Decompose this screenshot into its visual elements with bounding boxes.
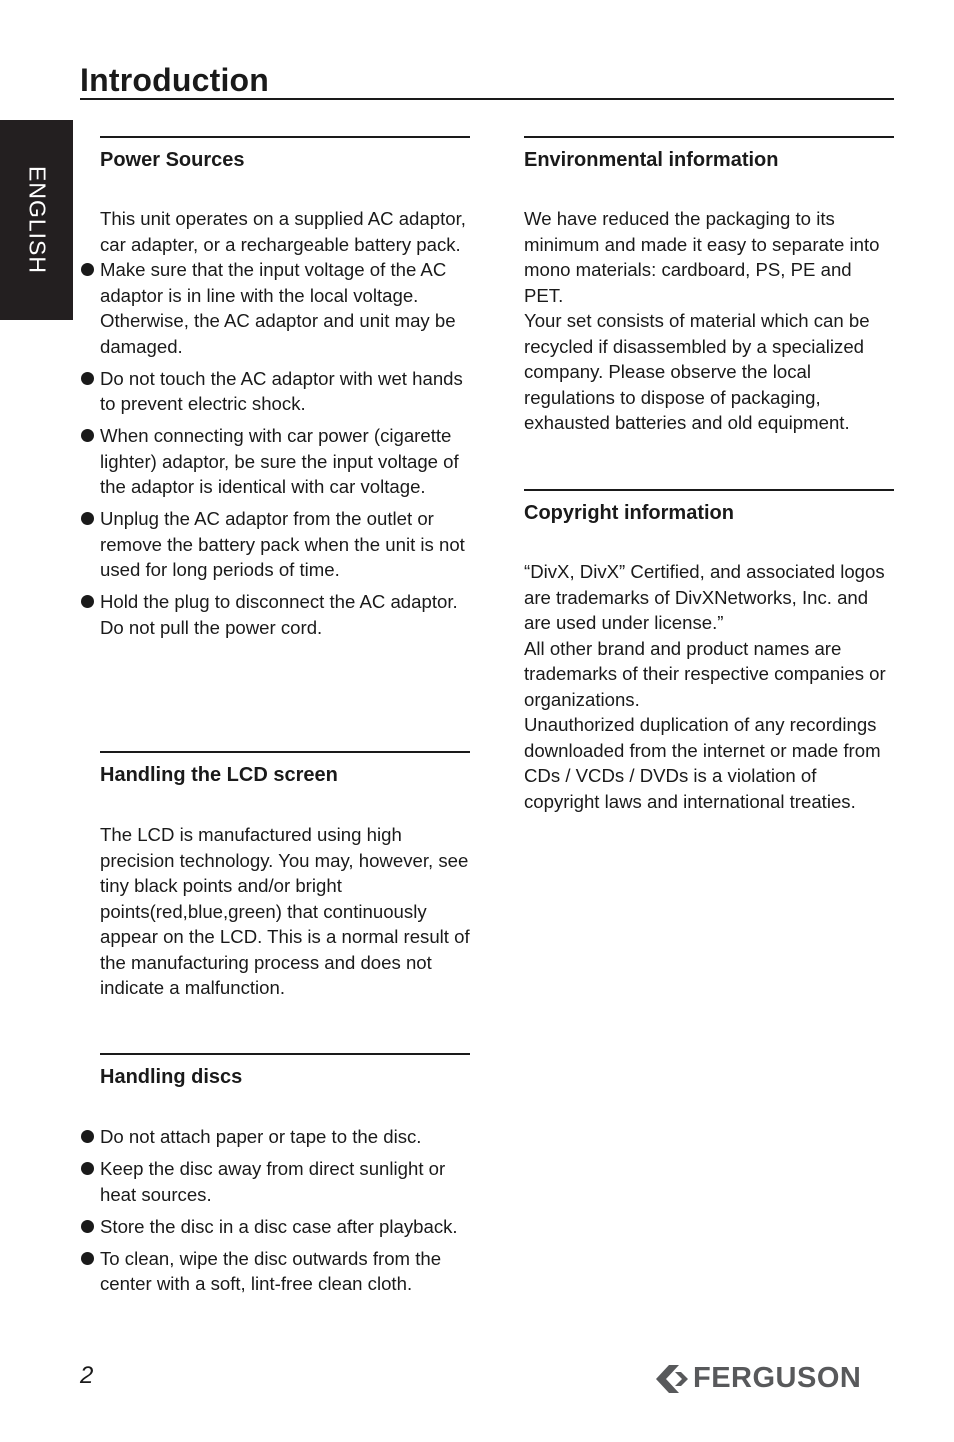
- section-heading: Copyright information: [524, 502, 734, 524]
- list-item: When connecting with car power (cigarette lighter) adaptor, be sure the input voltage of the adaptor is identical with car voltage.: [100, 423, 470, 500]
- list-item: Do not attach paper or tape to the disc.: [100, 1124, 474, 1150]
- environment-section: [524, 136, 894, 436]
- paragraph: Unauthorized duplication of any recordings downloaded from the internet or made from CDs / VCDs / DVDs is a violation of copyright laws and international treaties.: [524, 714, 881, 812]
- bullet-list: [100, 257, 470, 640]
- list-item: Hold the plug to disconnect the AC adaptor. Do not pull the power cord.: [100, 589, 470, 640]
- paragraph: This unit operates on a supplied AC adaptor, car adapter, or a rechargeable battery pack.: [100, 208, 466, 255]
- section-divider: [524, 489, 894, 491]
- paragraph: “DivX, DivX” Certified, and associated logos are trademarks of DivXNetworks, Inc. and are used under license.”: [524, 561, 885, 633]
- brand-wordmark: FERGUSON: [693, 1362, 862, 1394]
- discs-section: [100, 1053, 474, 1303]
- power-sources-section: [100, 136, 470, 647]
- section-body: [100, 1124, 474, 1297]
- copyright-section: [524, 489, 894, 814]
- list-item: To clean, wipe the disc outwards from the center with a soft, lint-free clean cloth.: [100, 1246, 474, 1297]
- paragraph: We have reduced the packaging to its minimum and made it easy to separate into mono materials: cardboard, PS, PE and PET.: [524, 208, 880, 306]
- section-heading: Power Sources: [100, 149, 245, 171]
- bullet-list: [100, 1124, 474, 1297]
- section-heading: Handling the LCD screen: [100, 764, 338, 786]
- list-item: Store the disc in a disc case after playback.: [100, 1214, 474, 1240]
- section-divider: [100, 1053, 470, 1055]
- paragraph: All other brand and product names are trademarks of their respective companies or organizations.: [524, 637, 886, 710]
- list-item: Unplug the AC adaptor from the outlet or remove the battery pack when the unit is not used for long periods of time.: [100, 506, 470, 583]
- section-heading: Handling discs: [100, 1066, 243, 1088]
- paragraph: The LCD is manufactured using high precision technology. You may, however, see tiny black points and/or bright points(red,blue,green) that continuously appear on the LCD. This is a normal result of the manufacturing process and does not indicate a malfunction.: [100, 824, 470, 998]
- section-heading: Environmental information: [524, 149, 779, 171]
- section-divider: [100, 136, 470, 138]
- lcd-section: [100, 751, 470, 1001]
- language-tab: [0, 120, 73, 320]
- page-title: Introduction: [80, 62, 270, 98]
- title-divider: [80, 98, 894, 100]
- paragraph: Your set consists of material which can be recycled if disassembled by a specialized company. Please observe the local regulations to dispose of packaging, exhausted batteries and old equipment.: [524, 310, 870, 433]
- section-body: [100, 206, 470, 640]
- section-divider: [100, 751, 470, 753]
- section-body: [100, 822, 470, 1001]
- ferguson-logo-icon: [655, 1364, 689, 1394]
- list-item: Make sure that the input voltage of the AC adaptor is in line with the local voltage. Otherwise, the AC adaptor and unit may be damaged.: [100, 257, 470, 359]
- brand-logo: [655, 1362, 861, 1395]
- list-item: Do not touch the AC adaptor with wet hands to prevent electric shock.: [100, 366, 470, 417]
- language-tab-label: ENGLISH: [24, 166, 50, 274]
- section-body: [524, 206, 894, 436]
- page-number: 2: [80, 1362, 94, 1389]
- list-item: Keep the disc away from direct sunlight or heat sources.: [100, 1156, 474, 1207]
- section-divider: [524, 136, 894, 138]
- section-body: [524, 559, 894, 814]
